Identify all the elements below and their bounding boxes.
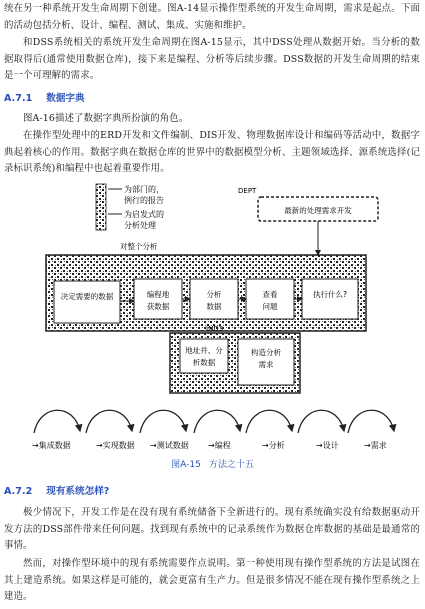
inner-box-2: 分析 [206,290,222,299]
legend-note-3: 为启发式的 [124,210,164,219]
analysis-label: 对整个分析 [120,242,158,251]
paragraph-dictionary-detail: 在操作型处理中的ERD开发和文件编制、DIS开发、物理数据库设计和编码等活动中，数据字典起着核心的作用。数据字典在数据仓库的世界中的数据模型分析、主题领域选择、源系统选择(记录标识系统)和编程中也起着重要作用。 [4,130,420,175]
step-analysis: →分析 [262,441,285,450]
svg-text:获数据: 获数据 [146,302,170,311]
diagram-canvas [30,183,400,452]
paragraph-intro: 统在另一种系统开发生命周期下创建。图A-14显示操作型系统的开发生命周期，需求是起点。下面的活动包括分析、设计、编程、测试、集成、实施和维护。 [4,3,420,31]
methodology-diagram [30,183,400,452]
legend-note-2: 例行的报告 [124,196,164,205]
inner-box-3: 查看 [262,290,278,299]
paragraph-dss-lifecycle: 和DSS系统相关的系统开发生命周期在图A-15显示，其中DSS处理从数据开始。当分析的数据取得后(通常使用数据仓库)，接下来是编程、分析等后续步骤。DSS数据的开发生命周期的结束是一个可理解的需求。 [4,37,420,82]
inner-box-4: 执行什么? [313,290,347,299]
dept-label: DEPT [238,187,257,195]
step-test-data: →测试数据 [150,441,189,450]
svg-text:需求: 需求 [258,360,274,369]
svg-text:构造分析: 构造分析 [251,348,281,357]
step-programming: →编程 [208,441,231,450]
paragraph-dictionary-role: 图A-16描述了数据字典所扮演的角色。 [23,113,189,124]
figure-caption-title: 方法之十五 [208,460,254,470]
top-box-label: 最新的处理需求开发 [284,206,352,215]
legend-note-4: 分析处理 [124,221,156,230]
paragraph-existing-systems: 极少情况下，开发工作是在没有现有系统储备下全新进行的。现有系统确实没有给数据驱动开发方法的DSS部件带来任何问题。找到现有系统中的记录系统作为数据仓库数据的基础是最通常的事情。 [4,507,420,552]
section-title: 数据字典 [46,93,85,104]
step-requirements: →需求 [364,441,387,450]
step-implement-data: →实现数据 [96,441,135,450]
inner-box-1: 编程地 [146,290,170,299]
lifecycle-arcs [34,410,394,433]
section-number: A.7.2 [4,486,33,497]
section-title: 现有系统怎样? [46,486,110,497]
step-integrate-data: →集成数据 [32,441,71,450]
top-right-process-box [258,197,378,221]
ind3-label: IND3 [206,325,224,333]
section-heading-a71 [4,92,85,106]
step-design: →设计 [316,441,339,450]
determine-data-box: 决定需要的数据 [60,292,114,301]
svg-text:问题: 问题 [262,302,278,311]
figure-caption [0,457,425,470]
svg-text:地址并、分: 地址并、分 [185,346,223,355]
legend-note-1: 为部门的， [124,185,164,194]
svg-text:析数据: 析数据 [192,358,216,367]
lifecycle-steps [32,440,387,450]
data-analysis-region [46,255,366,331]
figure-caption-label: 图A-15 [171,460,201,470]
diagram-legend [96,184,164,230]
section-heading-a72 [4,485,109,499]
lower-process-region [170,333,300,393]
section-number: A.7.1 [4,93,33,104]
svg-text:数据: 数据 [206,302,222,311]
paragraph-operational-systems: 然而，对操作型环境中的现有系统需要作点说明。第一种使用现有操作型系统的方法是试图在其上建造系统。如果这样是可能的，就会更富有生产力。但是很多情况不能在现有操作型系统之上建造。 [4,558,420,603]
